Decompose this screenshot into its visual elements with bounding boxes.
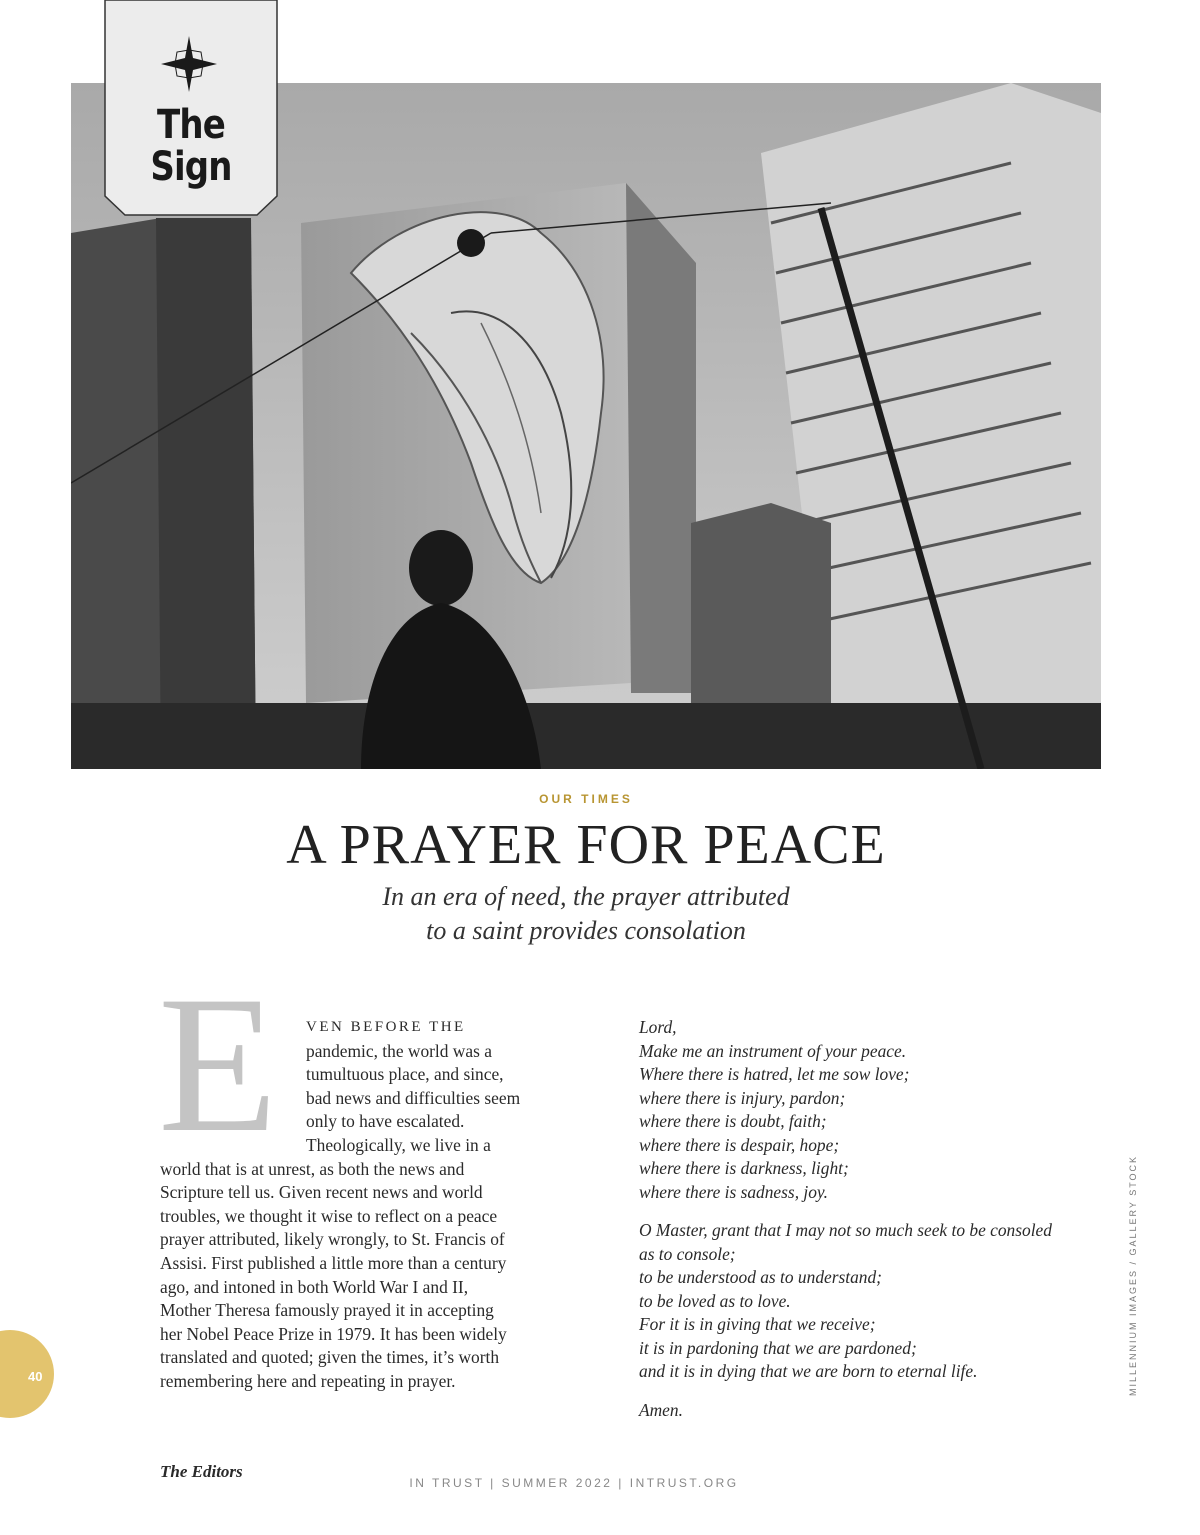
article-signature: The Editors	[160, 1462, 243, 1481]
prayer-text	[639, 1016, 1099, 1422]
prayer-line: Where there is hatred, let me sow love;	[639, 1064, 910, 1084]
body-line: ago, and intoned in both World War I and II,	[160, 1276, 469, 1297]
body-line: translated and quoted; given the times, it’s worth	[160, 1347, 500, 1368]
dek-line-2: to a saint provides consolation	[426, 916, 746, 945]
prayer-line: and it is in dying that we are born to eternal life.	[639, 1361, 978, 1381]
prayer-line: For it is in giving that we receive;	[639, 1314, 876, 1334]
prayer-line: where there is darkness, light;	[639, 1158, 849, 1178]
body-line: her Nobel Peace Prize in 1979. It has been widely	[160, 1323, 507, 1344]
body-line: troubles, we thought it wise to reflect on a peace	[160, 1205, 498, 1226]
body-line: Assisi. First published a little more than a century	[160, 1252, 507, 1273]
body-line: Scripture tell us. Given recent news and world	[160, 1182, 483, 1203]
body-indented-block	[160, 1016, 550, 1158]
compass-star-icon	[161, 36, 217, 92]
article-dek	[0, 880, 1172, 948]
prayer-amen: Amen.	[639, 1399, 683, 1420]
article-body	[160, 1016, 550, 1394]
prayer-line: where there is sadness, joy.	[639, 1181, 829, 1202]
body-line: only to have escalated.	[306, 1111, 465, 1132]
section-tab-line2: Sign	[150, 144, 232, 190]
prayer-line: it is in pardoning that we are pardoned;	[639, 1337, 917, 1358]
article-kicker: OUR TIMES	[539, 792, 633, 806]
prayer-line: where there is despair, hope;	[639, 1134, 840, 1155]
prayer-line: Make me an instrument of your peace.	[639, 1040, 907, 1061]
section-tab-line1: The	[157, 102, 225, 148]
body-lead-in: VEN BEFORE THE	[306, 1019, 466, 1035]
prayer-line: Lord,	[639, 1017, 677, 1037]
section-tab-title	[119, 104, 264, 188]
photo-credit: MILLENNIUM IMAGES / GALLERY STOCK	[1128, 1154, 1138, 1396]
page-number-badge	[0, 1330, 54, 1418]
prayer-line: to be loved as to love.	[639, 1290, 791, 1311]
body-line: remembering here and repeating in prayer.	[160, 1370, 456, 1391]
body-line: bad news and difficulties seem	[306, 1087, 521, 1108]
page-footer: IN TRUST | SUMMER 2022 | INTRUST.ORG	[409, 1476, 739, 1490]
body-line: Theologically, we live in a	[306, 1134, 491, 1155]
page-number: 40	[28, 1369, 43, 1384]
body-line: Mother Theresa famously prayed it in accepting	[160, 1300, 494, 1321]
drop-cap: E	[158, 956, 278, 1173]
prayer-line: to be understood as to understand;	[639, 1267, 882, 1287]
prayer-line: O Master, grant that I may not so much seek to be consoled	[639, 1220, 1052, 1240]
body-line: prayer attributed, likely wrongly, to St. Francis of	[160, 1229, 505, 1250]
body-line: pandemic, the world was a	[306, 1040, 492, 1061]
body-line: world that is at unrest, as both the news and	[160, 1158, 465, 1179]
prayer-line: as to console;	[639, 1243, 736, 1264]
dek-line-1: In an era of need, the prayer attributed	[382, 882, 790, 911]
body-line: tumultuous place, and since,	[306, 1064, 504, 1085]
prayer-line: where there is injury, pardon;	[639, 1087, 846, 1108]
prayer-line: where there is doubt, faith;	[639, 1111, 827, 1131]
article-headline: A PRAYER FOR PEACE	[286, 814, 886, 876]
